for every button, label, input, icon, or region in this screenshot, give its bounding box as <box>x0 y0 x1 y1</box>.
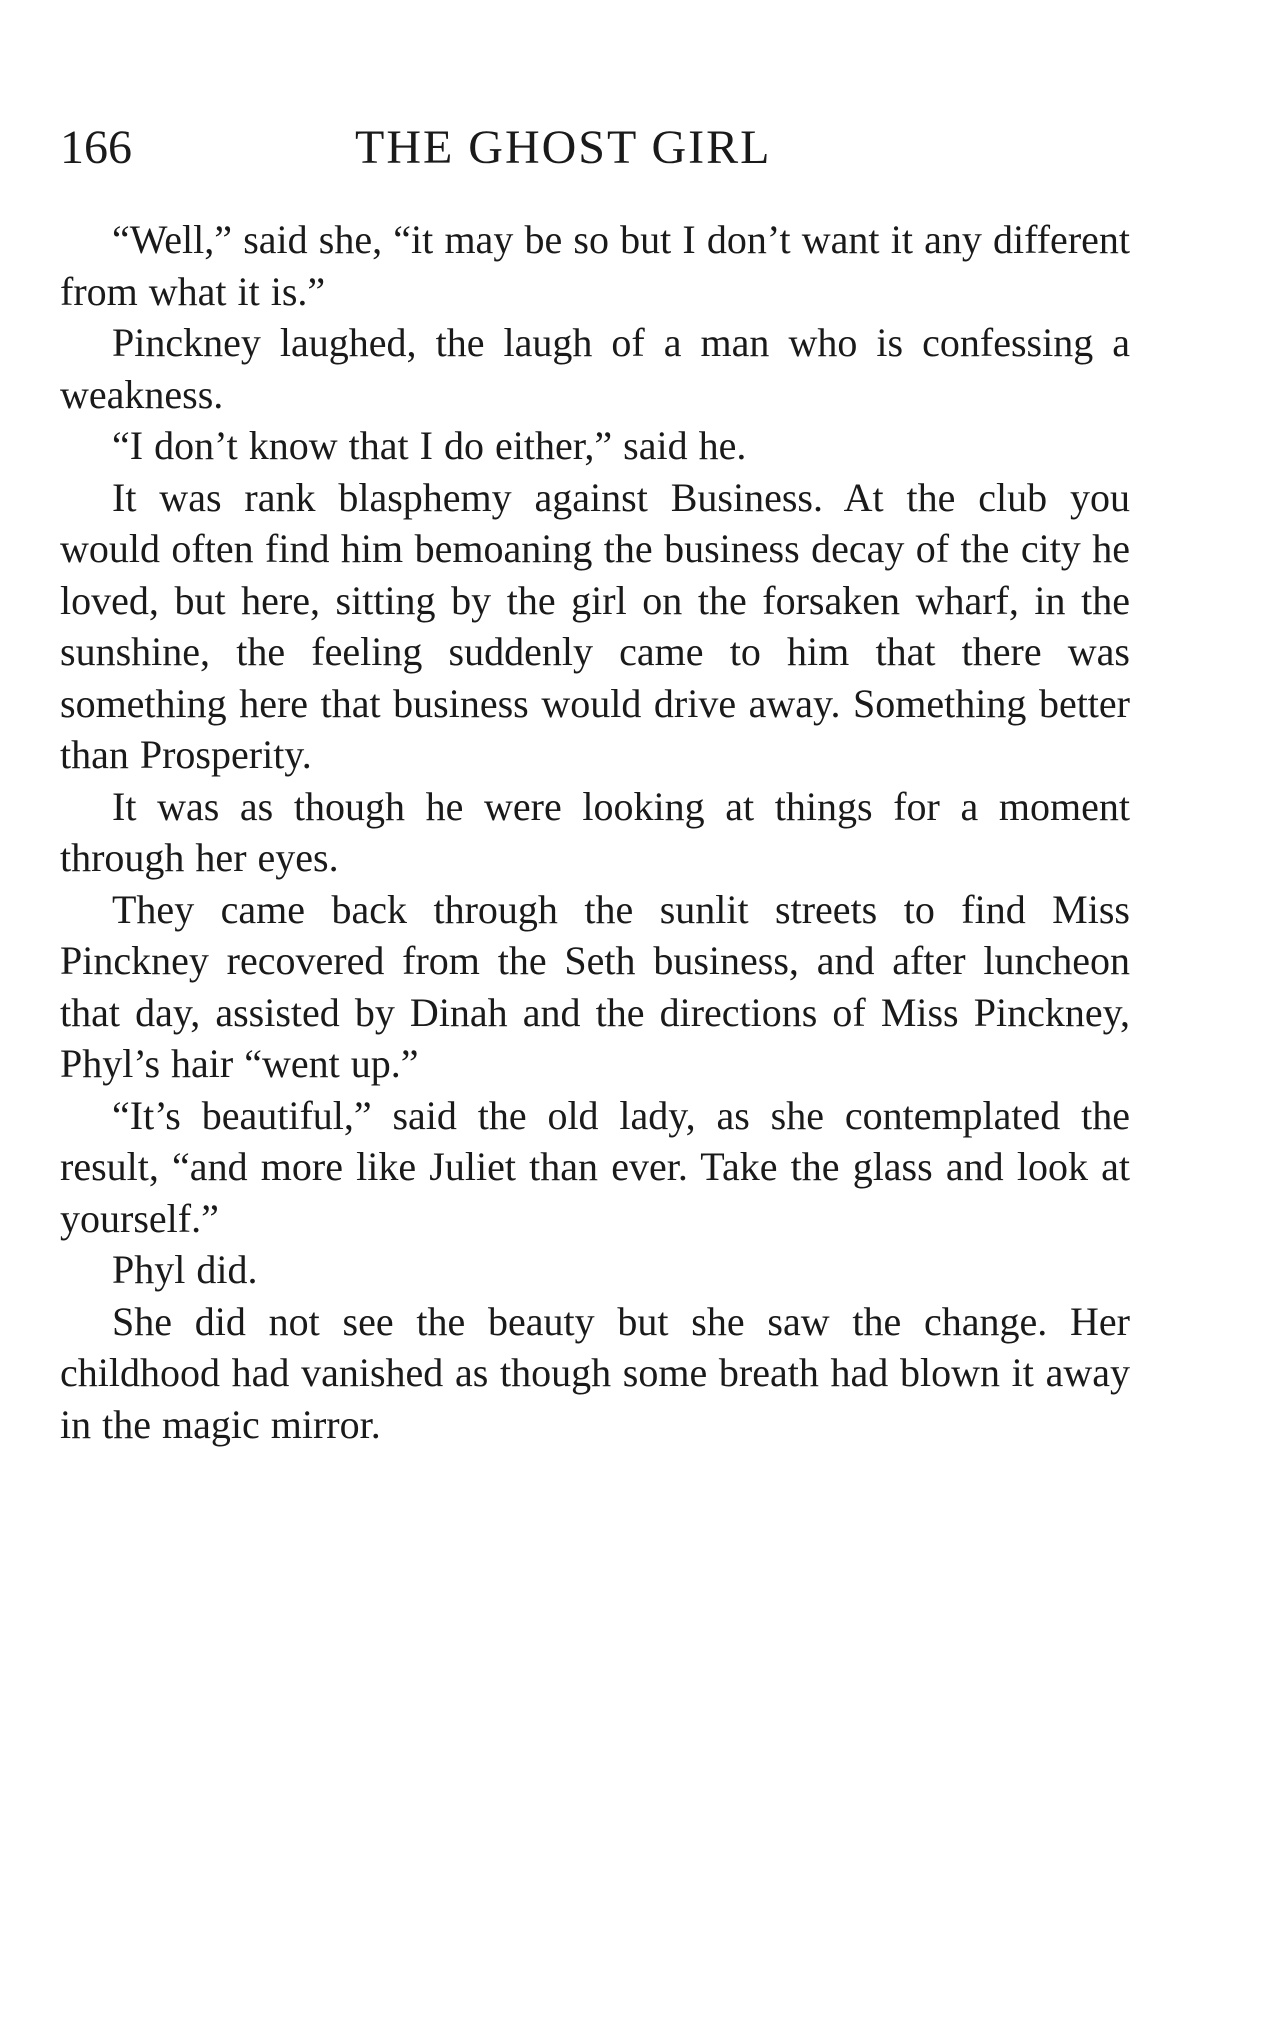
paragraph: Pinckney laughed, the laugh of a man who is confessing a weakness. <box>60 320 1130 417</box>
book-title: THE GHOST GIRL <box>355 121 772 174</box>
paragraph: It was as though he were looking at things for a moment through her eyes. <box>60 783 1130 880</box>
paragraph: “It’s beautiful,” said the old lady, as she contemplated the result, “and more like Juliet than ever. Take the glass and look at yourself.” <box>60 1092 1130 1241</box>
paragraph: Phyl did. <box>112 1247 258 1292</box>
book-page <box>60 0 1140 2027</box>
paragraph: It was rank blasphemy against Business. At the club you would often find him bemoaning the business decay of the city he loved, but here, sitting by the girl on the forsaken wharf, in the sunshine, the feeling suddenly came to him that there was something here that business would drive away. Something better than Prosperity. <box>60 474 1130 777</box>
paragraph: They came back through the sunlit streets to find Miss Pinckney recovered from the Seth business, and after luncheon that day, assisted by Dinah and the directions of Miss Pinckney, Phyl’s hair “went up.” <box>60 886 1130 1086</box>
page-number: 166 <box>60 121 132 174</box>
paragraph: “Well,” said she, “it may be so but I don’t want it any different from what it is.” <box>60 217 1130 314</box>
body-text <box>60 214 1130 1450</box>
paragraph: “I don’t know that I do either,” said he. <box>112 423 747 468</box>
running-head <box>60 118 1140 178</box>
paragraph: She did not see the beauty but she saw the change. Her childhood had vanished as though some breath had blown it away in the magic mirror. <box>60 1298 1130 1447</box>
